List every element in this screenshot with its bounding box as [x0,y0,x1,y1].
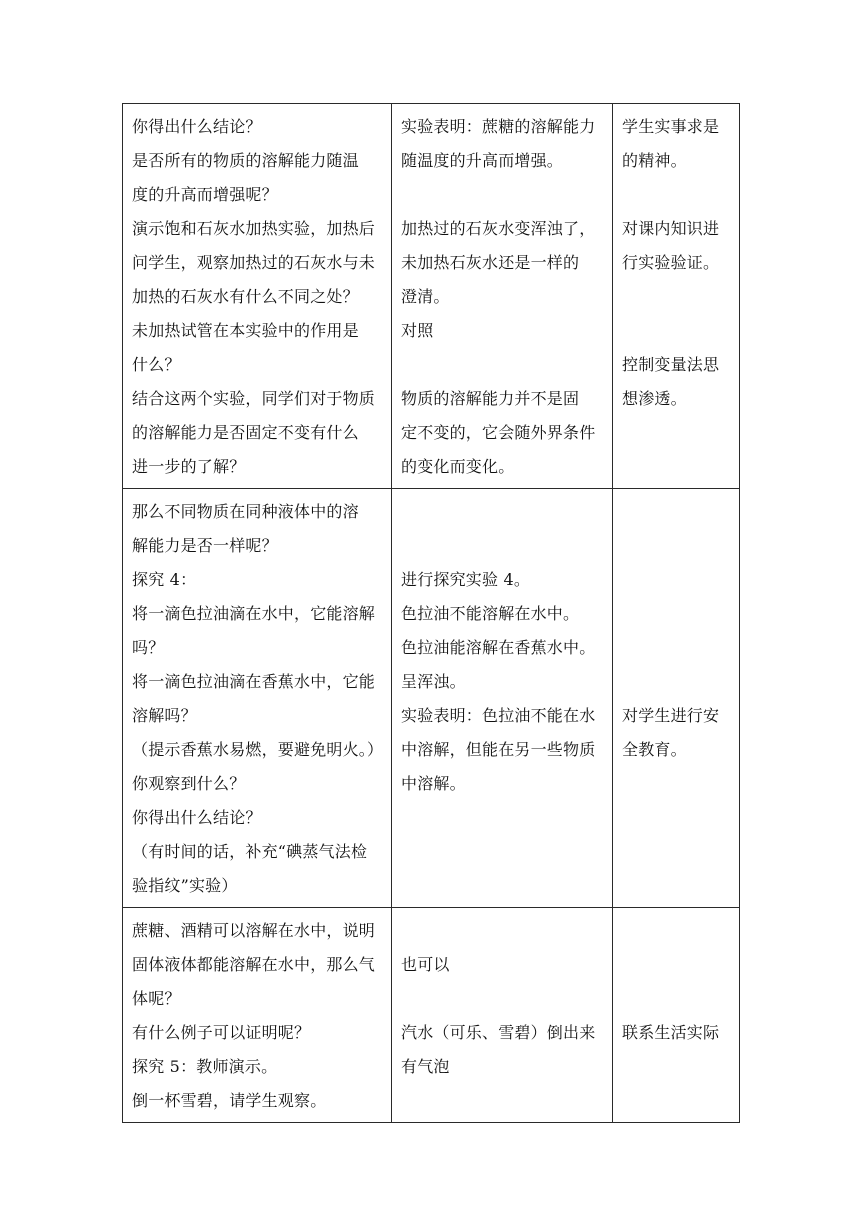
teacher-activity-cell [123,908,392,1123]
text-line: 汽水（可乐、雪碧）倒出来 [401,1023,596,1042]
text-line: 联系生活实际 [622,1023,720,1042]
text-line: 度的升高而增强呢？ [132,185,278,204]
table-row [123,908,740,1123]
text-line: 加热过的石灰水变浑浊了， [401,219,596,238]
lesson-table [122,103,740,1123]
text-line: 控制变量法思 [622,355,720,374]
text-line: 想渗透。 [622,389,687,408]
text-line: 澄清。 [401,287,450,306]
text-line: 色拉油能溶解在香蕉水中。 [401,638,596,657]
text-line: 将一滴色拉油滴在香蕉水中，它能 [132,672,376,691]
text-line: 加热的石灰水有什么不同之处？ [132,287,359,306]
table-row [123,489,740,908]
text-line: 的溶解能力是否固定不变有什么 [132,423,359,442]
text-line: 行实验验证。 [622,253,720,272]
text-line: 固体液体都能溶解在水中，那么气 [132,955,376,974]
text-line: 对课内知识进 [622,219,720,238]
text-line: 未加热试管在本实验中的作用是 [132,321,359,340]
text-line: 探究 4： [132,570,197,589]
student-activity-cell [392,908,613,1123]
text-line: （提示香蕉水易燃，要避免明火。） [132,740,384,759]
text-line: 探究 5：教师演示。 [132,1057,278,1076]
text-line: 随温度的升高而增强。 [401,151,564,170]
text-line: 问学生，观察加热过的石灰水与未 [132,253,376,272]
text-line: 演示饱和石灰水加热实验，加热后 [132,219,376,238]
text-line: 对照 [401,321,434,340]
text-line: 中溶解。 [401,774,466,793]
text-line: 结合这两个实验，同学们对于物质 [132,389,376,408]
text-line: 对学生进行安 [622,706,720,725]
design-intent-cell [613,104,740,489]
text-line: 未加热石灰水还是一样的 [401,253,580,272]
text-line: 将一滴色拉油滴在水中，它能溶解 [132,604,376,623]
table-row [123,104,740,489]
student-activity-cell [392,489,613,908]
text-line: 有什么例子可以证明呢？ [132,1023,311,1042]
text-line: 色拉油不能溶解在水中。 [401,604,580,623]
text-line: 进一步的了解？ [132,457,246,476]
text-line: 呈浑浊。 [401,672,466,691]
text-line: 也可以 [401,955,450,974]
text-line: （有时间的话，补充“碘蒸气法检 [132,842,368,861]
text-line: 你观察到什么？ [132,774,246,793]
text-line: 的精神。 [622,151,687,170]
text-line: 验指纹”实验） [132,876,238,895]
text-line: 你得出什么结论？ [132,808,262,827]
teacher-activity-cell [123,104,392,489]
student-activity-cell [392,104,613,489]
teacher-activity-cell [123,489,392,908]
text-line: 吗？ [132,638,165,657]
text-line: 你得出什么结论？ [132,117,262,136]
text-line: 体呢？ [132,989,181,1008]
text-line: 有气泡 [401,1057,450,1076]
text-line: 学生实事求是 [622,117,720,136]
text-line: 溶解吗？ [132,706,197,725]
text-line: 实验表明：蔗糖的溶解能力 [401,117,596,136]
text-line: 是否所有的物质的溶解能力随温 [132,151,359,170]
text-line: 什么？ [132,355,181,374]
text-line: 进行探究实验 4。 [401,570,531,589]
design-intent-cell [613,489,740,908]
text-line: 倒一杯雪碧，请学生观察。 [132,1091,327,1110]
design-intent-cell [613,908,740,1123]
text-line: 蔗糖、酒精可以溶解在水中，说明 [132,921,376,940]
text-line: 中溶解，但能在另一些物质 [401,740,596,759]
text-line: 全教育。 [622,740,687,759]
text-line: 实验表明：色拉油不能在水 [401,706,596,725]
text-line: 的变化而变化。 [401,457,515,476]
text-line: 物质的溶解能力并不是固 [401,389,580,408]
text-line: 解能力是否一样呢？ [132,536,278,555]
text-line: 定不变的，它会随外界条件 [401,423,596,442]
text-line: 那么不同物质在同种液体中的溶 [132,502,359,521]
